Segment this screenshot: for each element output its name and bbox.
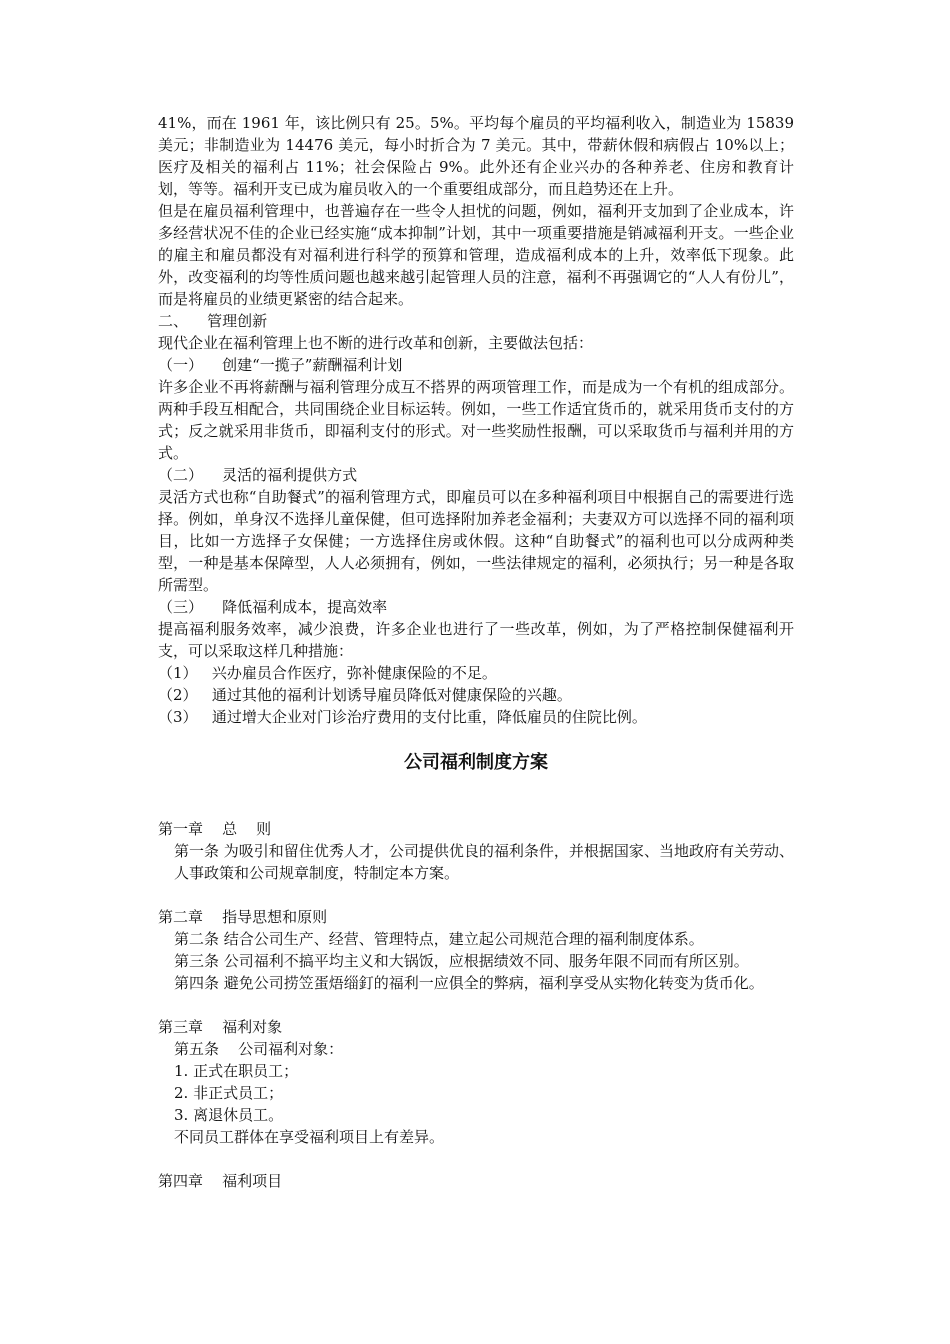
document-title: 公司福利制度方案 [404, 752, 548, 773]
section-heading-innovation: 二、 管理创新 [158, 312, 268, 330]
article-3: 第三条 公司福利不搞平均主义和大锅饭，应根据绩效不同、服务年限不同而有所区别。 [174, 952, 749, 970]
chapter-heading-2: 第二章 指导思想和原则 [158, 908, 328, 926]
subheading-package-plan: （一） 创建“一揽子”薪酬福利计划 [158, 356, 403, 374]
spacer [158, 994, 794, 1016]
article-2: 第二条 结合公司生产、经营、管理特点，建立起公司规范合理的福利制度体系。 [174, 930, 704, 948]
spacer [158, 1148, 794, 1170]
article-4: 第四条 避免公司捞笠蛋焐缁釘的福利一应俱全的弊病，福利享受从实物化转变为货币化。 [174, 974, 764, 992]
paragraph-package-plan: 许多企业不再将薪酬与福利管理分成互不搭界的两项管理工作，而是成为一个有机的组成部分。两种手段互相配合，共同围绕企业目标运转。例如，一些工作适宜货币的，就采用货币支付的方式；反之就采用非货币，即福利支付的形式。对一些奖励性报酬，可以采取货币与福利并用的方式。 [158, 378, 794, 462]
chapter-heading-1: 第一章 总 则 [158, 820, 272, 838]
article-5: 第五条 公司福利对象： [174, 1040, 344, 1058]
measure-item-2: （2） 通过其他的福利计划诱导雇员降低对健康保险的兴趣。 [158, 686, 572, 704]
paragraph-management-problems: 但是在雇员福利管理中，也普遍存在一些令人担忧的问题，例如，福利开支加到了企业成本，许多经营状况不佳的企业已经实施“成本抑制”计划，其中一项重要措施是销减福利开支。一些企业的雇主和雇员都没有对福利进行科学的预算和管理，造成福利成本的上升，效率低下现象。此外，改变福利的均等性质问题也越来越引起管理人员的注意，福利不再强调它的“人人有份儿”，而是将雇员的业绩更紧密的结合起来。 [158, 202, 794, 308]
subheading-flexible-benefits: （二） 灵活的福利提供方式 [158, 466, 358, 484]
measure-item-3: （3） 通过增大企业对门诊治疗费用的支付比重，降低雇员的住院比例。 [158, 708, 647, 726]
document-page [158, 112, 794, 1192]
article-1: 第一条 为吸引和留住优秀人才，公司提供优良的福利条件，并根据国家、当地政府有关劳动、人事政策和公司规章制度，特制定本方案。 [174, 842, 794, 882]
beneficiary-item-2: 2. 非正式员工； [174, 1084, 284, 1102]
beneficiary-note: 不同员工群体在享受福利项目上有差异。 [174, 1128, 445, 1146]
paragraph-reduce-costs: 提高福利服务效率，减少浪费，许多企业也进行了一些改革，例如，为了严格控制保健福利开支，可以采取这样几种措施： [158, 620, 794, 660]
beneficiary-item-1: 1. 正式在职员工； [174, 1062, 299, 1080]
paragraph-benefit-stats: 41%，而在 1961 年，该比例只有 25。5%。平均每个雇员的平均福利收入，制造业为 15839 美元；非制造业为 14476 美元，每小时折合为 7 美元。其中，带薪休假和病假占 10%以上；医疗及相关的福利占 11%；社会保险占 9%。此外还有企业兴办的各种养老、住房和教育计划，等等。福利开支已成为雇员收入的一个重要组成部分，而且趋势还在上升。 [158, 114, 794, 198]
chapter-heading-3: 第三章 福利对象 [158, 1018, 283, 1036]
beneficiary-item-3: 3. 离退休员工。 [174, 1106, 284, 1124]
spacer [158, 778, 794, 818]
paragraph-flexible-benefits: 灵活方式也称“自助餐式”的福利管理方式，即雇员可以在多种福利项目中根据自己的需要进行选择。例如，单身汉不选择儿童保健，但可选择附加养老金福利；夫妻双方可以选择不同的福利项目，比如一方选择子女保健；一方选择住房或休假。这种“自助餐式”的福利也可以分成两种类型，一种是基本保障型，人人必须拥有，例如，一些法律规定的福利，必须执行；另一种是各取所需型。 [158, 488, 794, 594]
spacer [158, 884, 794, 906]
paragraph-innovation-intro: 现代企业在福利管理上也不断的进行改革和创新，主要做法包括： [158, 334, 594, 352]
chapter-heading-4: 第四章 福利项目 [158, 1172, 283, 1190]
measure-item-1: （1） 兴办雇员合作医疗，弥补健康保险的不足。 [158, 664, 497, 682]
subheading-reduce-costs: （三） 降低福利成本，提高效率 [158, 598, 388, 616]
